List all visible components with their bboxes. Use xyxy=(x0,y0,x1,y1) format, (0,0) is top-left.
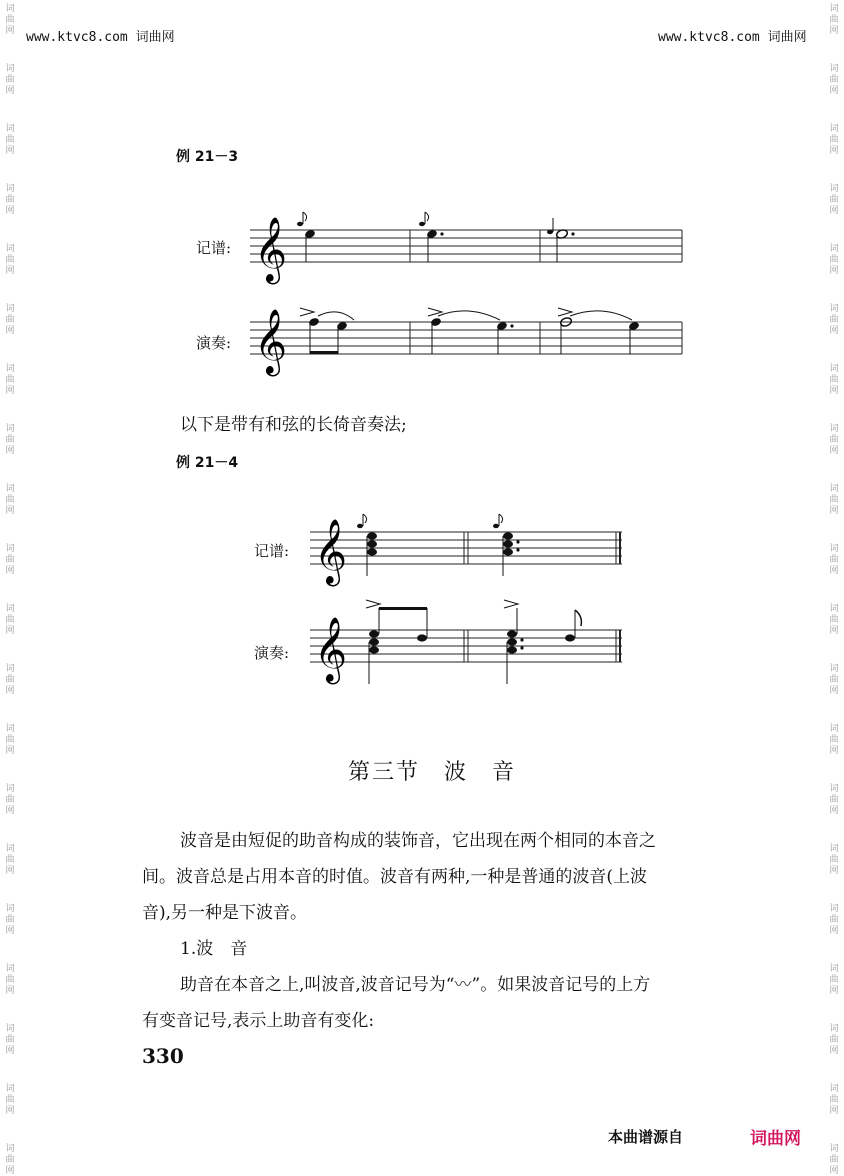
watermark-char: 网 xyxy=(5,1166,15,1176)
watermark-char: 词 xyxy=(5,724,15,734)
watermark-char: 词 xyxy=(5,604,15,614)
watermark-char: 曲 xyxy=(5,15,15,25)
accent-mark-1 xyxy=(300,308,314,316)
watermark-char: 词 xyxy=(829,544,839,554)
watermark-char: 曲 xyxy=(5,915,15,925)
watermark-char: 词 xyxy=(5,424,15,434)
watermark-char: 词 xyxy=(829,184,839,194)
watermark-char: 词 xyxy=(829,844,839,854)
watermark-char: 曲 xyxy=(829,495,839,505)
watermark-char: 网 xyxy=(5,446,15,456)
chord-1 xyxy=(367,532,377,576)
grace-note-3 xyxy=(547,218,553,234)
watermark-char: 网 xyxy=(829,206,839,216)
treble-clef-icon: 𝄞 xyxy=(314,519,348,584)
note-f-quarter xyxy=(430,317,442,354)
watermark-char: 网 xyxy=(829,86,839,96)
watermark-char: 曲 xyxy=(829,855,839,865)
watermark-char: 网 xyxy=(5,746,15,756)
watermark-char: 网 xyxy=(5,506,15,516)
watermark-char: 网 xyxy=(5,926,15,936)
watermark-char: 曲 xyxy=(829,15,839,25)
watermark-char: 曲 xyxy=(829,135,839,145)
staff-ex1-notation xyxy=(240,212,690,282)
watermark-char: 网 xyxy=(829,866,839,876)
watermark-char: 曲 xyxy=(5,375,15,385)
watermark-char: 网 xyxy=(829,566,839,576)
example-label-21-3: 例 21－3 xyxy=(176,149,239,165)
example-label-21-4: 例 21－4 xyxy=(176,455,239,471)
paragraph-1-line-2: 间。波音总是占用本音的时值。波音有两种,一种是普通的波音(上波 xyxy=(142,867,648,887)
treble-clef-icon: 𝄞 xyxy=(254,217,288,282)
section-title: 第三节 波 音 xyxy=(348,760,517,785)
notation-label-2: 记谱: xyxy=(254,542,290,560)
watermark-char: 曲 xyxy=(5,1155,15,1165)
watermark-char: 曲 xyxy=(5,795,15,805)
watermark-char: 词 xyxy=(5,4,15,14)
left-watermark-strip xyxy=(2,0,18,1176)
watermark-char: 曲 xyxy=(829,315,839,325)
watermark-char: 网 xyxy=(829,626,839,636)
note-e-quarter-2 xyxy=(628,321,640,354)
watermark-char: 词 xyxy=(829,4,839,14)
watermark-char: 网 xyxy=(829,986,839,996)
watermark-char: 词 xyxy=(5,484,15,494)
watermark-char: 词 xyxy=(829,64,839,74)
watermark-char: 词 xyxy=(5,184,15,194)
watermark-char: 词 xyxy=(5,124,15,134)
watermark-char: 网 xyxy=(5,626,15,636)
watermark-char: 曲 xyxy=(5,675,15,685)
watermark-char: 网 xyxy=(829,326,839,336)
accent-mark-4 xyxy=(366,600,380,608)
watermark-char: 曲 xyxy=(5,495,15,505)
paragraph-2-line-1: 助音在本音之上,叫波音,波音记号为“〰”。如果波音记号的上方 xyxy=(180,975,651,995)
watermark-char: 网 xyxy=(829,746,839,756)
watermark-char: 网 xyxy=(5,386,15,396)
watermark-char: 词 xyxy=(5,844,15,854)
watermark-char: 词 xyxy=(5,544,15,554)
watermark-char: 网 xyxy=(829,386,839,396)
watermark-char: 词 xyxy=(5,364,15,374)
watermark-char: 网 xyxy=(5,146,15,156)
right-watermark-strip xyxy=(826,0,842,1176)
slur-1 xyxy=(318,312,354,320)
watermark-char: 词 xyxy=(5,1144,15,1154)
grace-note-1 xyxy=(297,212,307,226)
note-e-dotted-half xyxy=(556,229,575,262)
watermark-char: 网 xyxy=(829,1106,839,1116)
watermark-char: 词 xyxy=(829,304,839,314)
watermark-char: 曲 xyxy=(829,615,839,625)
watermark-char: 词 xyxy=(829,484,839,494)
watermark-char: 曲 xyxy=(5,1035,15,1045)
watermark-char: 网 xyxy=(5,686,15,696)
staff-ex2-notation xyxy=(300,512,630,587)
slur-3 xyxy=(570,311,632,320)
watermark-char: 曲 xyxy=(829,1035,839,1045)
staff-ex1-performance xyxy=(240,300,690,375)
watermark-char: 网 xyxy=(5,1046,15,1056)
watermark-char: 网 xyxy=(829,26,839,36)
watermark-char: 曲 xyxy=(829,975,839,985)
watermark-char: 曲 xyxy=(5,255,15,265)
watermark-char: 曲 xyxy=(5,75,15,85)
chord-2-dotted xyxy=(503,532,520,576)
footer-source-label: 本曲谱源自 xyxy=(608,1128,684,1146)
watermark-char: 词 xyxy=(829,1024,839,1034)
watermark-char: 网 xyxy=(5,26,15,36)
watermark-char: 曲 xyxy=(829,195,839,205)
treble-clef-icon: 𝄞 xyxy=(254,309,288,374)
grace-note-chord-1 xyxy=(357,514,367,528)
watermark-char: 网 xyxy=(829,806,839,816)
watermark-char: 网 xyxy=(5,866,15,876)
performance-label-2: 演奏: xyxy=(254,644,290,662)
watermark-char: 词 xyxy=(829,904,839,914)
note-e-dotted-eighth xyxy=(496,321,514,354)
header-site-right[interactable]: www.ktvc8.com 词曲网 xyxy=(658,30,807,45)
watermark-char: 曲 xyxy=(5,315,15,325)
watermark-char: 词 xyxy=(829,424,839,434)
grace-note-2 xyxy=(419,212,429,226)
watermark-char: 词 xyxy=(5,1084,15,1094)
eighth-note-flag xyxy=(565,610,581,642)
watermark-char: 网 xyxy=(5,566,15,576)
watermark-char: 网 xyxy=(829,1166,839,1176)
watermark-char: 网 xyxy=(5,986,15,996)
watermark-char: 曲 xyxy=(829,435,839,445)
staff-ex2-performance xyxy=(300,598,630,688)
watermark-char: 曲 xyxy=(829,375,839,385)
watermark-char: 曲 xyxy=(5,975,15,985)
watermark-char: 曲 xyxy=(5,855,15,865)
notation-label: 记谱: xyxy=(196,239,232,257)
watermark-char: 网 xyxy=(829,446,839,456)
watermark-char: 网 xyxy=(829,146,839,156)
watermark-char: 词 xyxy=(5,1024,15,1034)
page-number: 330 xyxy=(142,1044,184,1068)
performance-label: 演奏: xyxy=(196,334,232,352)
watermark-char: 曲 xyxy=(829,915,839,925)
watermark-char: 词 xyxy=(829,664,839,674)
accent-mark-5 xyxy=(504,600,518,608)
watermark-char: 词 xyxy=(5,64,15,74)
treble-clef-icon: 𝄞 xyxy=(314,617,348,682)
watermark-char: 网 xyxy=(5,206,15,216)
grace-note-chord-2 xyxy=(493,514,503,528)
slur-2 xyxy=(438,311,500,320)
watermark-char: 词 xyxy=(5,664,15,674)
watermark-char: 词 xyxy=(5,964,15,974)
watermark-char: 词 xyxy=(829,364,839,374)
watermark-char: 曲 xyxy=(829,1155,839,1165)
watermark-char: 曲 xyxy=(5,1095,15,1105)
watermark-char: 曲 xyxy=(829,1095,839,1105)
paragraph-1-line-1: 波音是由短促的助音构成的装饰音，它出现在两个相同的本音之 xyxy=(180,831,656,851)
watermark-char: 网 xyxy=(5,806,15,816)
watermark-char: 曲 xyxy=(829,75,839,85)
watermark-char: 网 xyxy=(5,266,15,276)
watermark-char: 网 xyxy=(829,266,839,276)
watermark-char: 曲 xyxy=(829,675,839,685)
paragraph-2-line-2: 有变音记号,表示上助音有变化: xyxy=(142,1011,375,1031)
watermark-char: 词 xyxy=(5,784,15,794)
watermark-char: 词 xyxy=(829,124,839,134)
intro-text: 以下是带有和弦的长倚音奏法; xyxy=(180,415,407,435)
watermark-char: 词 xyxy=(829,964,839,974)
footer-brand-logo[interactable]: 词曲网 xyxy=(750,1129,801,1149)
watermark-char: 曲 xyxy=(5,135,15,145)
watermark-char: 曲 xyxy=(5,195,15,205)
sub-heading: 1.波 音 xyxy=(180,939,248,959)
watermark-char: 曲 xyxy=(5,735,15,745)
watermark-char: 曲 xyxy=(829,795,839,805)
accent-mark-3 xyxy=(558,308,572,316)
watermark-char: 词 xyxy=(829,604,839,614)
watermark-char: 曲 xyxy=(5,615,15,625)
watermark-char: 词 xyxy=(5,304,15,314)
watermark-char: 词 xyxy=(5,904,15,914)
watermark-char: 曲 xyxy=(829,555,839,565)
watermark-char: 网 xyxy=(829,926,839,936)
watermark-char: 网 xyxy=(829,1046,839,1056)
watermark-char: 网 xyxy=(5,326,15,336)
watermark-char: 词 xyxy=(829,1084,839,1094)
paragraph-1-line-3: 音),另一种是下波音。 xyxy=(142,903,308,923)
watermark-char: 词 xyxy=(829,1144,839,1154)
note-e-dotted-quarter xyxy=(426,229,444,262)
watermark-char: 词 xyxy=(5,244,15,254)
watermark-char: 曲 xyxy=(5,555,15,565)
watermark-char: 网 xyxy=(5,1106,15,1116)
watermark-char: 网 xyxy=(829,686,839,696)
watermark-char: 网 xyxy=(5,86,15,96)
watermark-char: 网 xyxy=(829,506,839,516)
watermark-char: 曲 xyxy=(5,435,15,445)
watermark-char: 曲 xyxy=(829,735,839,745)
header-site-left[interactable]: www.ktvc8.com 词曲网 xyxy=(26,30,175,45)
watermark-char: 词 xyxy=(829,784,839,794)
watermark-char: 词 xyxy=(829,244,839,254)
watermark-char: 曲 xyxy=(829,255,839,265)
note-e-quarter xyxy=(304,229,316,262)
watermark-char: 词 xyxy=(829,724,839,734)
